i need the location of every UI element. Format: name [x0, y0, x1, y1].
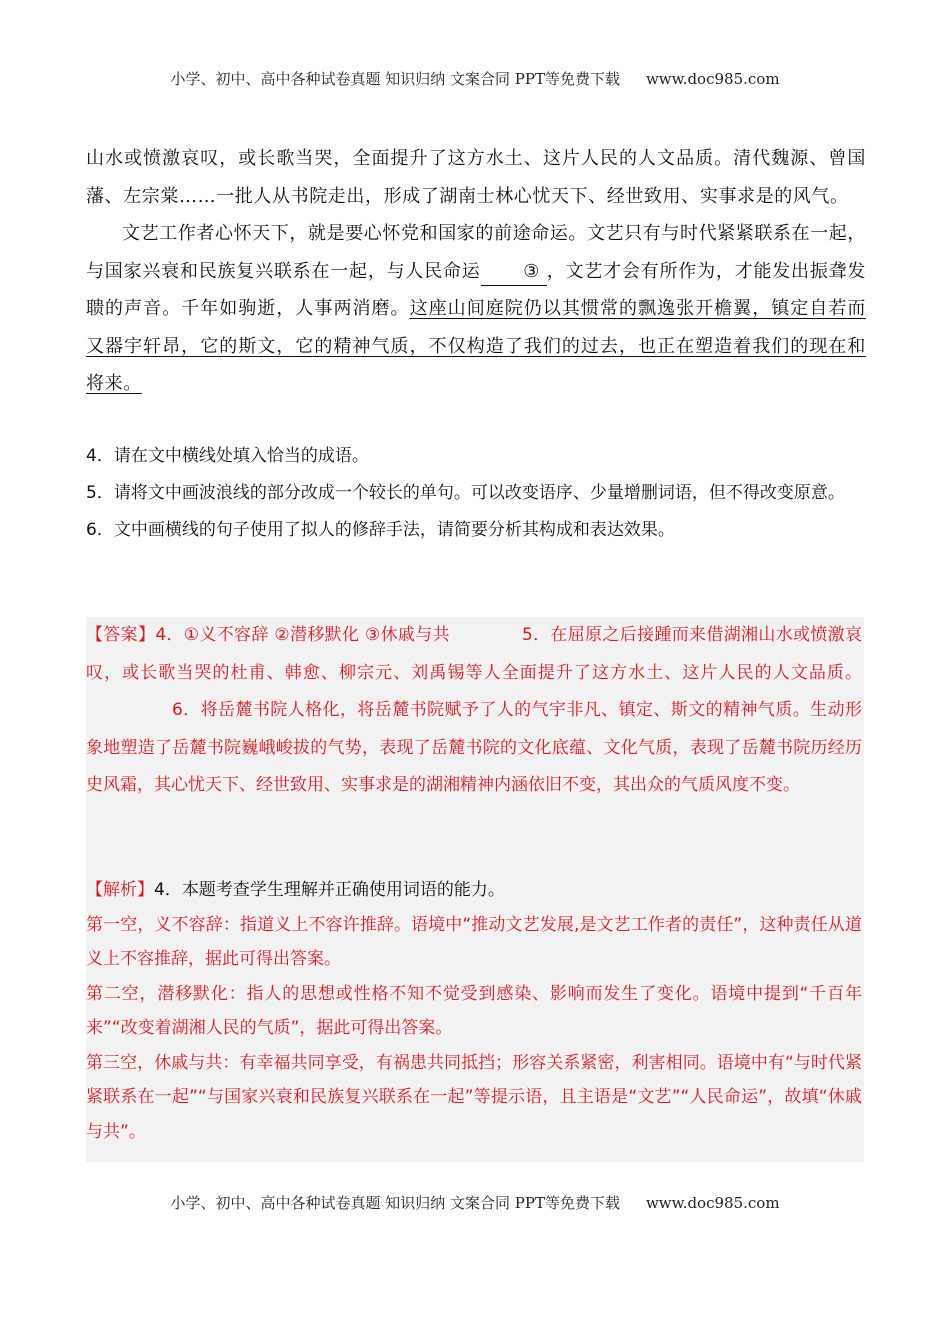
- answer-label: 【答案】: [86, 625, 156, 645]
- footer-url[interactable]: www.doc985.com: [645, 1194, 780, 1212]
- passage-p2-mid: ，文艺才会有所作为，才能发出振聋发聩的声音。千年如驹逝，人事两消磨。: [86, 260, 866, 319]
- analysis-heading: [86, 873, 862, 908]
- passage-paragraph-1: 山水或愤激哀叹，或长歌当哭，全面提升了这方水土、这片人民的人文品质。清代魏源、曾国藩、左宗棠……一批人从书院走出，形成了湖南士林心忧天下、经世致用、实事求是的风气。: [86, 148, 866, 207]
- blank-3: ③: [481, 259, 547, 286]
- answer-section: [86, 617, 862, 805]
- analysis-blank-1: 第一空，义不容辞：指道义上不容许推辞。语境中“推动文艺发展,是文艺工作者的责任”，这种责任从道义上不容推辞，据此可得出答案。: [86, 914, 862, 969]
- analysis-label: 【解析】: [86, 880, 154, 900]
- question-4: 4．请在文中横线处填入恰当的成语。: [86, 446, 369, 466]
- answer-text: [86, 617, 862, 805]
- passage-paragraph-2: [86, 215, 866, 403]
- page-footer: [0, 1192, 950, 1213]
- question-6: 6．文中画横线的句子使用了拟人的修辞手法，请简要分析其构成和表达效果。: [86, 520, 675, 540]
- question-5: 5．请将文中画波浪线的部分改成一个较长的单句。可以改变语序、少量增删词语，但不得改变原意。: [86, 483, 845, 503]
- underlined-sentence: 这座山间庭院仍以其惯常的飘逸张开檐翼，镇定自若而又器宇轩昂，它的斯文，它的精神气质，不仅构造了我们的过去，也正在塑造着我们的现在和将来。: [86, 298, 866, 394]
- answer-4: 4．①义不容辞 ②潜移默化 ③休戚与共: [155, 625, 450, 645]
- answer-6: 6．将岳麓书院人格化，将岳麓书院赋予了人的气宇非凡、镇定、斯文的精神气质。生动形象地塑造了岳麓书院巍峨峻拔的气势，表现了岳麓书院的文化底蕴、文化气质，表现了岳麓书院历经历史风霜，其心忧天下、经世致用、实事求是的湖湘精神内涵依旧不变，其出众的气质风度不变。: [86, 700, 862, 795]
- header-url[interactable]: www.doc985.com: [645, 70, 780, 88]
- analysis-lead: 4．本题考查学生理解并正确使用词语的能力。: [154, 880, 505, 900]
- page-header: [0, 68, 950, 89]
- header-text: 小学、初中、高中各种试卷真题 知识归纳 文案合同 PPT等免费下载: [170, 70, 620, 88]
- answer-5: 5．在屈原之后接踵而来借湖湘山水或愤激哀叹，或长歌当哭的杜甫、韩愈、柳宗元、刘禹锡等人全面提升了这方水土、这片人民的人文品质。: [86, 625, 863, 683]
- passage-p2-text: 文艺工作者心怀天下，就是要心怀党和国家的前途命运。文艺只有与时代紧紧联系在一起，与国家兴衰和民族复兴联系在一起，与人民命运: [86, 223, 866, 282]
- analysis-blank-2: 第二空，潜移默化：指人的思想或性格不知不觉受到感染、影响而发生了变化。语境中提到“千百年来”“改变着湖湘人民的气质”，据此可得出答案。: [86, 983, 862, 1038]
- reading-passage: [86, 140, 866, 403]
- questions: [86, 438, 866, 549]
- analysis-section: [86, 873, 862, 1149]
- footer-text: 小学、初中、高中各种试卷真题 知识归纳 文案合同 PPT等免费下载: [170, 1194, 620, 1212]
- analysis-blank-3: 第三空，休戚与共：有幸福共同享受，有祸患共同抵挡；形容关系紧密，利害相同。语境中有“与时代紧紧联系在一起”“与国家兴衰和民族复兴联系在一起”等提示语，且主语是“文艺”“人民命运”，故填“休戚与共”。: [86, 1052, 862, 1142]
